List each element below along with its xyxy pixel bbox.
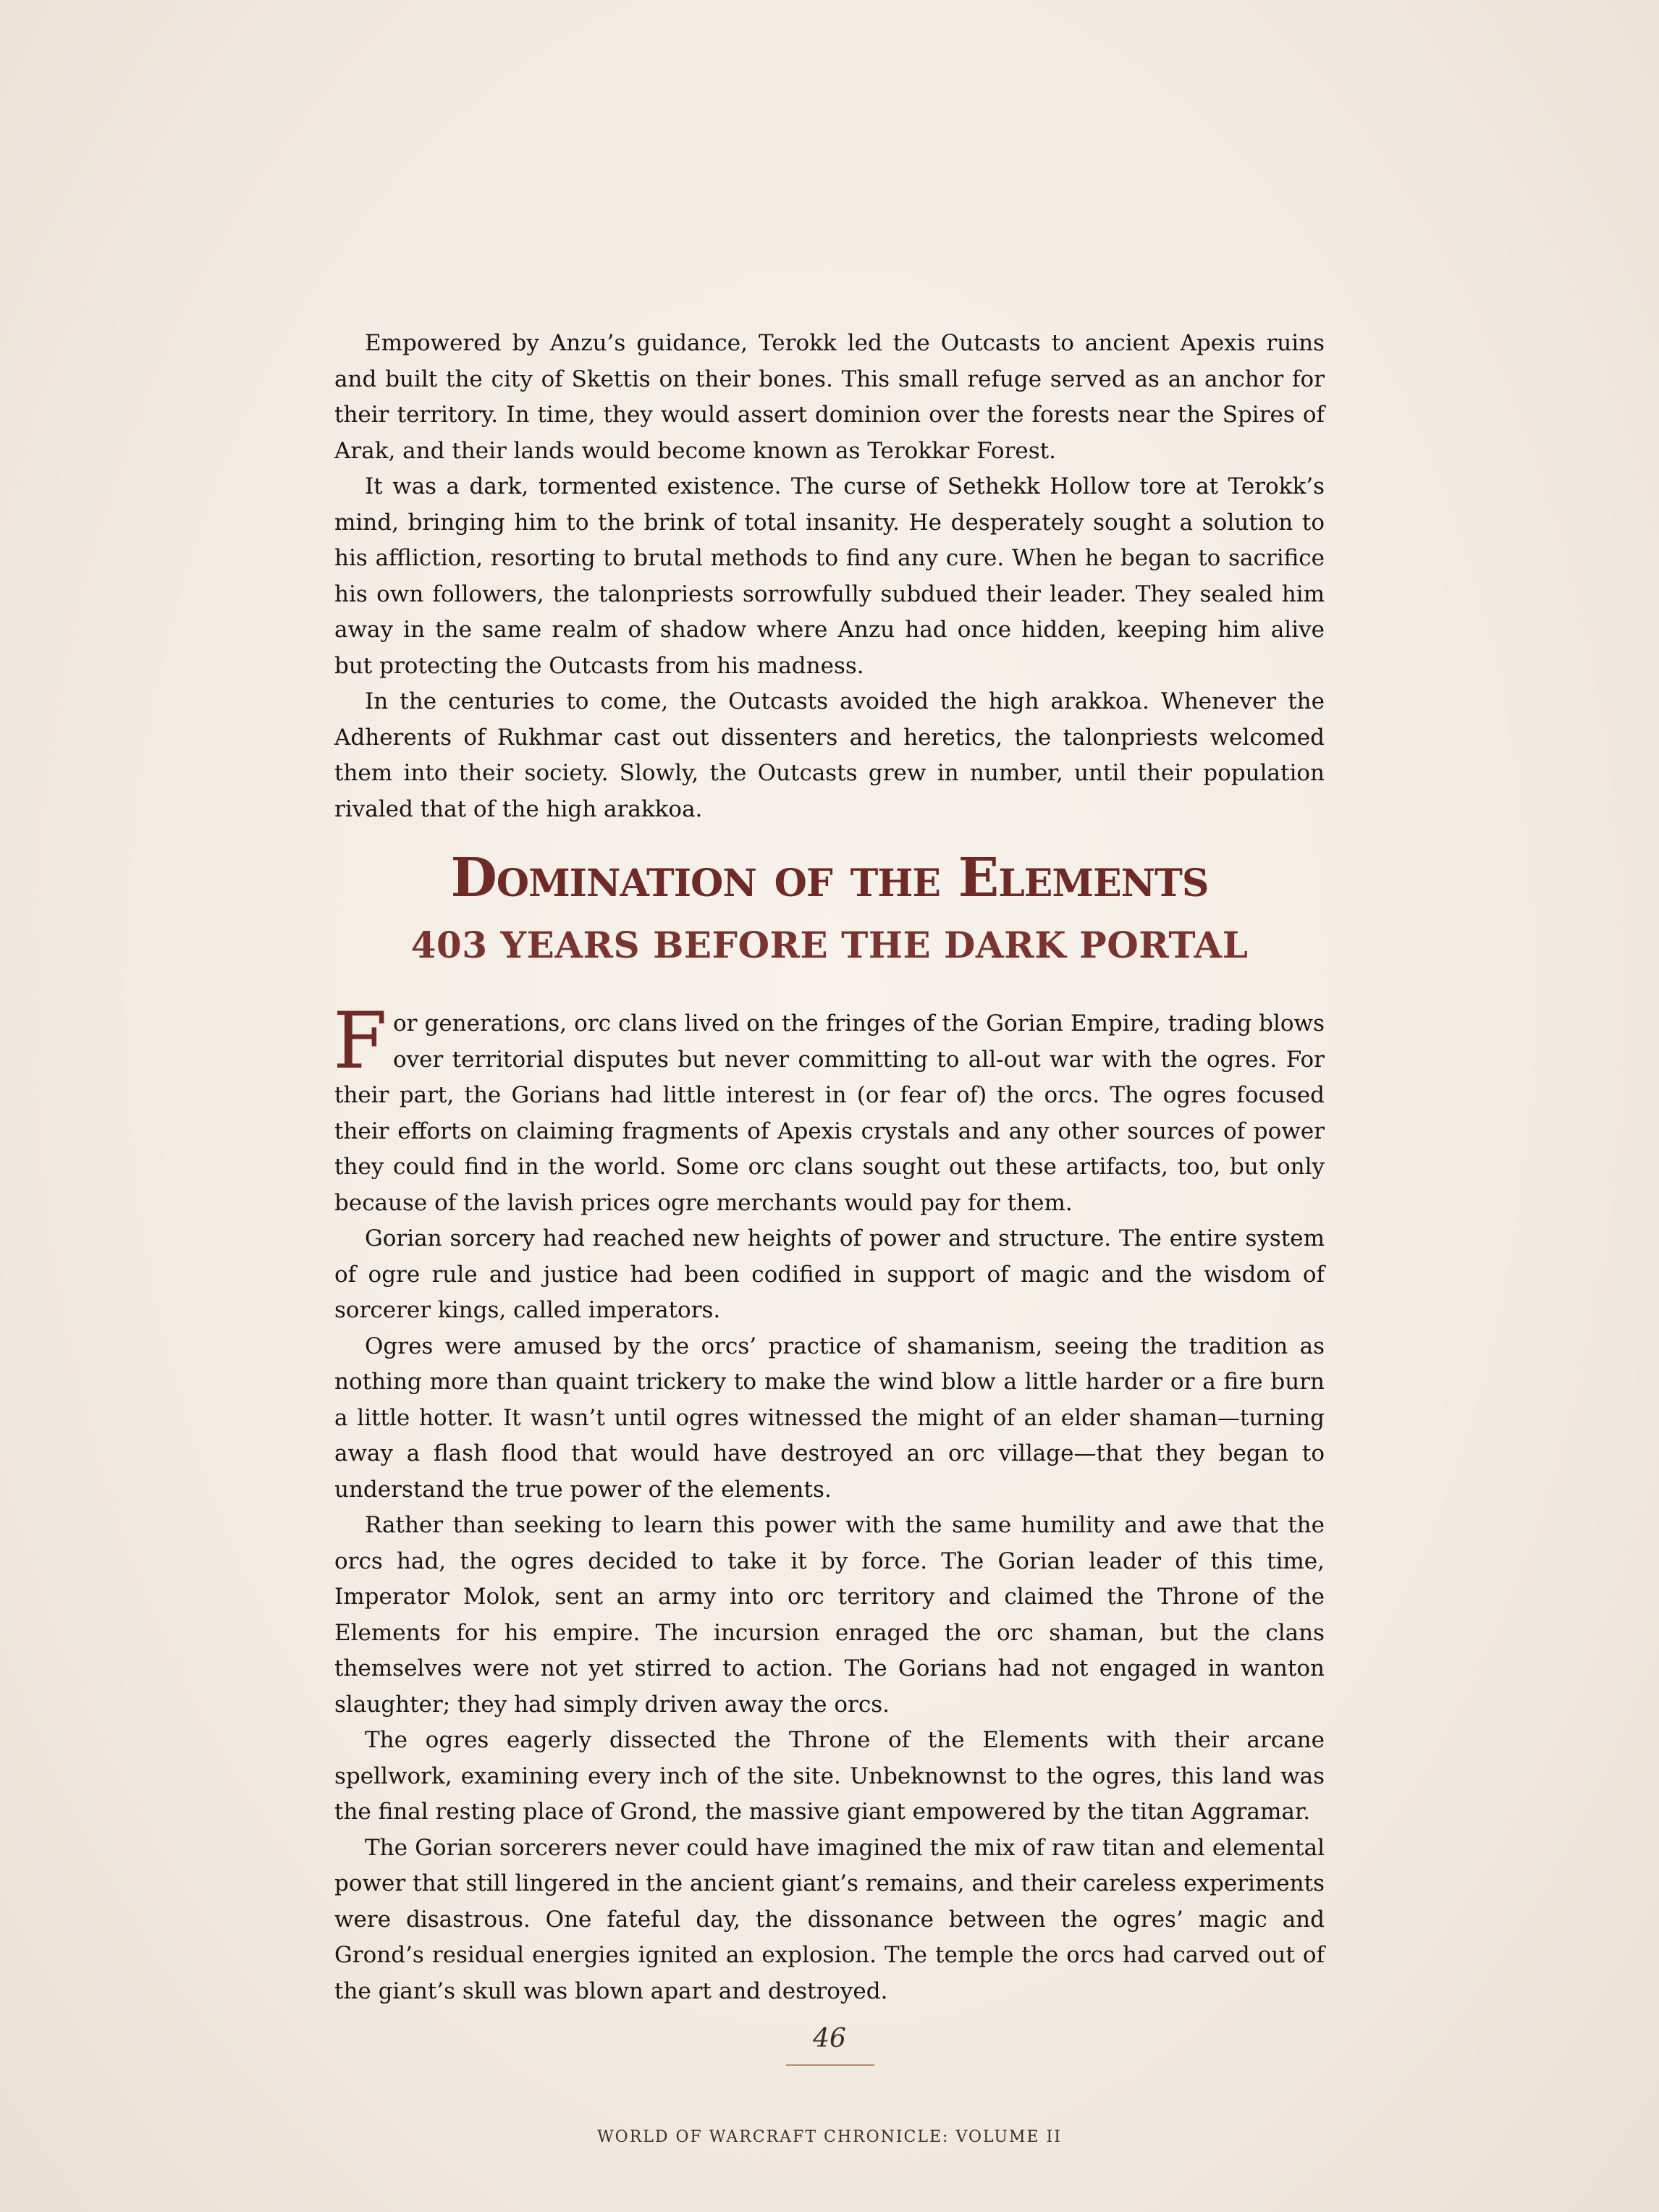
section-text-block (333, 996, 1325, 2009)
first-paragraph (333, 996, 1325, 1221)
drop-cap: F (333, 996, 387, 1086)
page-number: 46 (813, 2024, 846, 2053)
body-paragraph: In the centuries to come, the Outcasts avoided the high arakkoa. Whenever the Adherents of Rukhmar cast out dissenters and heretics, the talonpriests welcomed them into their society. Slowly, the Outcasts grew in number, until their population rivaled that of the high arakkoa. (334, 688, 1325, 822)
section-subtitle: 403 YEARS BEFORE THE DARK PORTAL (410, 924, 1249, 966)
running-footer: WORLD OF WARCRAFT CHRONICLE: VOLUME II (597, 2128, 1062, 2146)
section-title: Domination of the Elements (450, 847, 1209, 909)
body-paragraph: Rather than seeking to learn this power with the same humility and awe that the orcs had, the ogres decided to take it by force. The Gorian leader of this time, Imperator Molok, sent an army into orc territory and claimed the Throne of the Elements for his empire. The incursion enraged the orc shaman, but the clans themselves were not yet stirred to action. The Gorians had not engaged in wanton slaughter; they had simply driven away the orcs. (334, 1512, 1325, 1718)
body-paragraph: Gorian sorcery had reached new heights of power and structure. The entire system of ogre rule and justice had been codified in support of magic and the wisdom of sorcerer kings, called imperators. (334, 1225, 1325, 1323)
body-paragraph: Ogres were amused by the orcs’ practice of shamanism, seeing the tradition as nothing more than quaint trickery to make the wind blow a little harder or a fire burn a little hotter. It wasn’t until ogres witnessed the might of an elder shaman—turning away a flash flood that would have destroyed an orc village—that they began to understand the true power of the elements. (334, 1333, 1325, 1503)
body-paragraph: Empowered by Anzu’s guidance, Terokk led the Outcasts to ancient Apexis ruins and built the city of Skettis on their bones. This small refuge served as an anchor for their territory. In time, they would assert dominion over the forests near the Spires of Arak, and their lands would become known as Terokkar Forest. (334, 330, 1325, 464)
page-number-rule (786, 2064, 874, 2066)
body-paragraph: The ogres eagerly dissected the Throne of the Elements with their arcane spellwork, examining every inch of the site. Unbeknownst to the ogres, this land was the final resting place of Grond, the massive giant empowered by the titan Aggramar. (334, 1727, 1325, 1825)
body-paragraph: It was a dark, tormented existence. The curse of Sethekk Hollow tore at Terokk’s mind, bringing him to the brink of total insanity. He desperately sought a solution to his affliction, resorting to brutal methods to find any cure. When he began to sacrifice his own followers, the talonpriests sorrowfully subdued their leader. They sealed him away in the same realm of shadow where Anzu had once hidden, keeping him alive but protecting the Outcasts from his madness. (334, 473, 1325, 679)
first-paragraph-text: or generations, orc clans lived on the fringes of the Gorian Empire, trading blows over territorial disputes but never committing to all-out war with the ogres. For their part, the Gorians had little interest in (or fear of) the orcs. The ogres focused their efforts on claiming fragments of Apexis crystals and any other sources of power they could find in the world. Some orc clans sought out these artifacts, too, but only because of the lavish prices ogre merchants would pay for them. (334, 1010, 1325, 1216)
intro-text-block (334, 326, 1325, 827)
body-paragraph: The Gorian sorcerers never could have imagined the mix of raw titan and elemental power that still lingered in the ancient giant’s remains, and their careless experiments were disastrous. One fateful day, the dissonance between the ogres’ magic and Grond’s residual energies ignited an explosion. The temple the orcs had carved out of the giant’s skull was blown apart and destroyed. (334, 1834, 1325, 2004)
